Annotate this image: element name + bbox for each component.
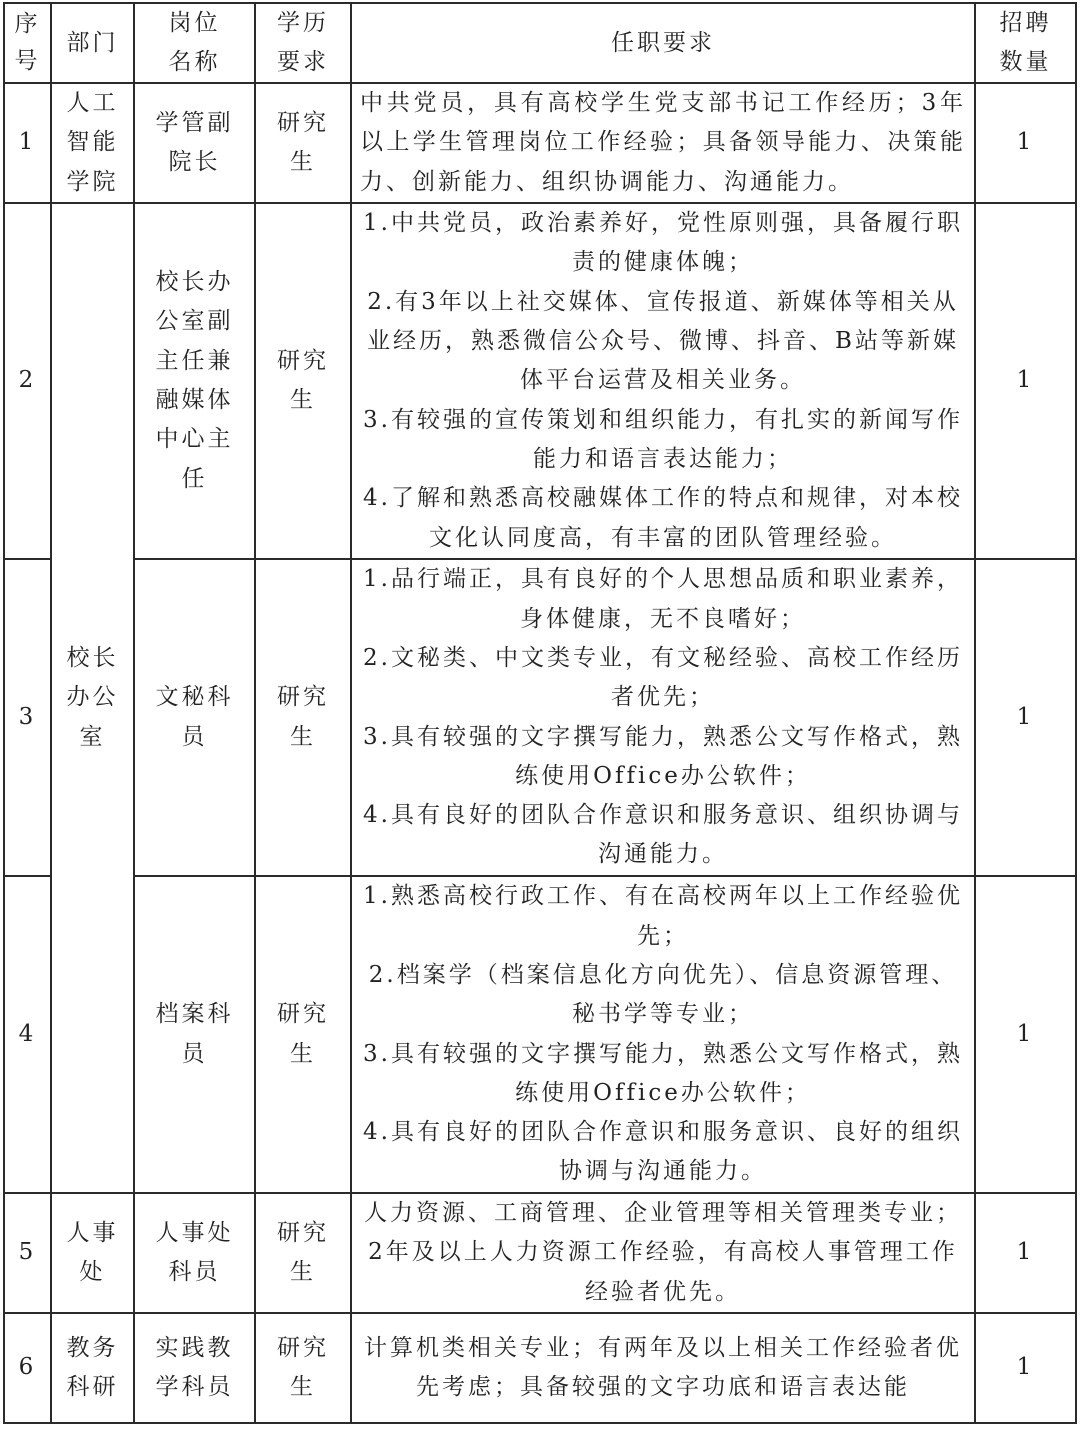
requirement-line: 3.具有较强的文字撰写能力，熟悉公文写作格式，熟练使用Office办公软件； xyxy=(363,723,963,789)
table-row xyxy=(4,1193,1076,1313)
header-requirements: 任职要求 xyxy=(351,3,975,83)
row-no: 2 xyxy=(4,203,51,559)
header-no: 序号 xyxy=(4,3,51,83)
row-position: 校长办公室副主任兼融媒体中心主任 xyxy=(134,203,255,559)
requirement-line: 4.了解和熟悉高校融媒体工作的特点和规律，对本校文化认同度高，有丰富的团队管理经验。 xyxy=(363,485,963,551)
table-row xyxy=(4,83,1076,203)
row-count: 1 xyxy=(975,1313,1076,1423)
requirement-line: 4.具有良好的团队合作意识和服务意识、组织协调与沟通能力。 xyxy=(363,802,963,868)
requirement-line: 3.有较强的宣传策划和组织能力，有扎实的新闻写作能力和语言表达能力； xyxy=(363,406,963,472)
row-education: 研究生 xyxy=(255,83,351,203)
table-row xyxy=(4,559,1076,876)
row-count: 1 xyxy=(975,1193,1076,1313)
requirement-line: 1.熟悉高校行政工作、有在高校两年以上工作经验优先； xyxy=(363,883,963,949)
row-position: 实践教学科员 xyxy=(134,1313,255,1423)
row-requirements xyxy=(351,203,975,559)
requirement-line: 3.具有较强的文字撰写能力，熟悉公文写作格式，熟练使用Office办公软件； xyxy=(363,1040,963,1106)
row-education: 研究生 xyxy=(255,1193,351,1313)
table-row xyxy=(4,203,1076,559)
row-education: 研究生 xyxy=(255,559,351,876)
requirement-line: 2.档案学（档案信息化方向优先）、信息资源管理、秘书学等专业； xyxy=(368,961,958,1028)
requirement-line: 1.中共党员，政治素养好，党性原则强，具备履行职责的健康体魄； xyxy=(363,210,963,276)
row-no: 6 xyxy=(4,1313,51,1423)
row-count: 1 xyxy=(975,559,1076,876)
row-no: 5 xyxy=(4,1193,51,1313)
row-dept: 人事处 xyxy=(51,1193,134,1313)
row-position: 档案科员 xyxy=(134,876,255,1193)
header-position: 岗位名称 xyxy=(134,3,255,83)
row-position: 文秘科员 xyxy=(134,559,255,876)
header-dept: 部门 xyxy=(51,3,134,83)
row-requirements xyxy=(351,1313,975,1423)
row-education: 研究生 xyxy=(255,1313,351,1423)
header-education: 学历要求 xyxy=(255,3,351,83)
row-requirements xyxy=(351,83,975,203)
table-row xyxy=(4,1313,1076,1423)
requirement-line: 2.文秘类、中文类专业，有文秘经验、高校工作经历者优先； xyxy=(363,644,963,711)
requirement-line: 人力资源、工商管理、企业管理等相关管理类专业；2年及以上人力资源工作经验，有高校人事管理工作经验者优先。 xyxy=(364,1200,962,1305)
recruitment-table xyxy=(3,2,1077,1424)
row-count: 1 xyxy=(975,203,1076,559)
row-dept: 教务科研 xyxy=(51,1313,134,1423)
requirement-line: 计算机类相关专业；有两年及以上相关工作经验者优先考虑；具备较强的文字功底和语言表达能 xyxy=(364,1334,962,1400)
header-row xyxy=(4,3,1076,83)
row-count: 1 xyxy=(975,83,1076,203)
row-position: 人事处科员 xyxy=(134,1193,255,1313)
row-requirements xyxy=(351,559,975,876)
row-dept: 人工智能学院 xyxy=(51,83,134,203)
requirement-line: 4.具有良好的团队合作意识和服务意识、良好的组织协调与沟通能力。 xyxy=(363,1119,963,1185)
row-requirements xyxy=(351,876,975,1193)
requirement-line: 2.有3年以上社交媒体、宣传报道、新媒体等相关从业经历，熟悉微信公众号、微博、抖音、B站等新媒体平台运营及相关业务。 xyxy=(367,288,959,394)
row-education: 研究生 xyxy=(255,203,351,559)
requirement-line: 中共党员，具有高校学生党支部书记工作经历；3年以上学生管理岗位工作经验；具备领导能力、决策能力、创新能力、组织协调能力、沟通能力。 xyxy=(360,90,966,195)
row-requirements xyxy=(351,1193,975,1313)
row-no: 1 xyxy=(4,83,51,203)
row-position: 学管副院长 xyxy=(134,83,255,203)
row-count: 1 xyxy=(975,876,1076,1193)
row-dept: 校长办公室 xyxy=(51,203,134,1193)
row-education: 研究生 xyxy=(255,876,351,1193)
table-row xyxy=(4,876,1076,1193)
row-no: 3 xyxy=(4,559,51,876)
header-count: 招聘数量 xyxy=(975,3,1076,83)
row-no: 4 xyxy=(4,876,51,1193)
requirement-line: 1.品行端正，具有良好的个人思想品质和职业素养，身体健康，无不良嗜好； xyxy=(363,566,963,632)
